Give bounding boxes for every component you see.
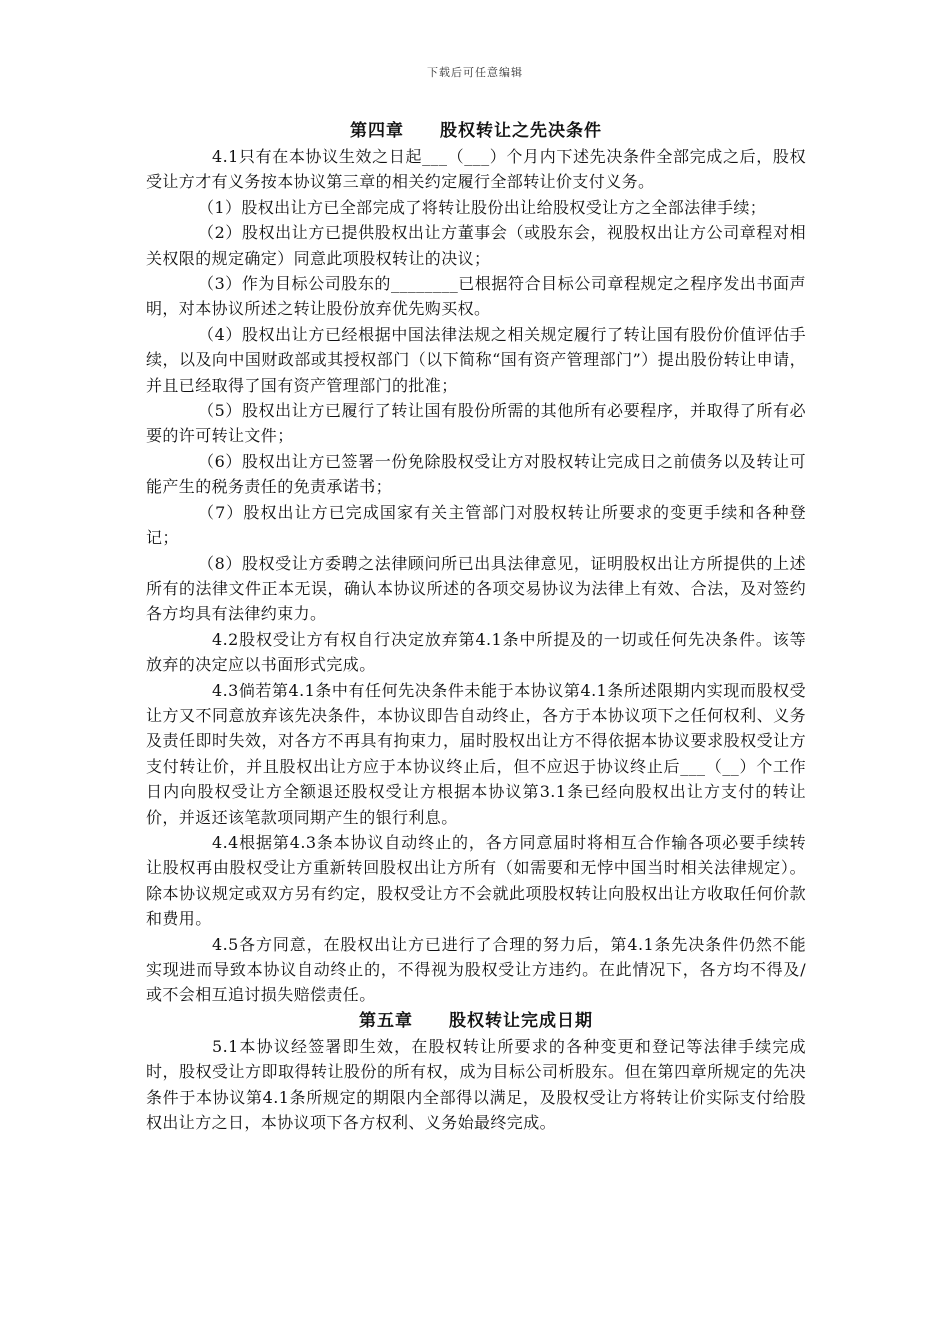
chapter-5-heading xyxy=(146,1008,806,1034)
condition-5: （5）股权出让方已履行了转让国有股份所需的其他所有必要程序，并取得了所有必要的许可转让文件； xyxy=(146,401,806,446)
header-note: 下载后可任意编辑 xyxy=(427,66,523,79)
clause-4-4: 4.4根据第4.3条本协议自动终止的，各方同意届时将相互合作输各项必要手续转让股权再由股权受让方重新转回股权出让方所有（如需要和无悖中国当时相关法律规定）。除本协议规定或双方另有约定，股权受让方不会就此项股权转让向股权出让方收取任何价款和费用。 xyxy=(146,832,806,929)
clause-4-5: 4.5各方同意，在股权出让方已进行了合理的努力后，第4.1条先决条件仍然不能实现进而导致本协议自动终止的，不得视为股权受让方违约。在此情况下，各方均不得及/或不会相互追讨损失赔偿责任。 xyxy=(146,934,806,1005)
chapter-5-number: 第五章 xyxy=(359,1010,413,1031)
chapter-4-title: 股权转让之先决条件 xyxy=(440,121,602,141)
condition-4: （4）股权出让方已经根据中国法律法规之相关规定履行了转让国有股份价值评估手续，以及向中国财政部或其授权部门（以下简称“国有资产管理部门”）提出股份转让申请，并且已经取得了国有资产管理部门的批准； xyxy=(146,324,806,395)
chapter-4-heading xyxy=(146,118,806,144)
clause-4-1: 4.1只有在本协议生效之日起___（___）个月内下述先决条件全部完成之后，股权受让方才有义务按本协议第三章的相关约定履行全部转让价支付义务。 xyxy=(146,147,806,192)
condition-7: （7）股权出让方已完成国家有关主管部门对股权转让所要求的变更手续和各种登记； xyxy=(146,502,806,548)
chapter-4-number: 第四章 xyxy=(350,121,404,141)
document-body xyxy=(146,118,806,1135)
clause-4-3: 4.3倘若第4.1条中有任何先决条件未能于本协议第4.1条所述限期内实现而股权受让方又不同意放弃该先决条件，本协议即告自动终止，各方于本协议项下之任何权利、义务及责任即时失效，对各方不再具有拘束力，届时股权出让方不得依据本协议要求股权受让方支付转让价，并且股权出让方应于本协议终止后，但不应迟于协议终止后___（__）个工作日内向股权受让方全额退还股权受让方根据本协议第3.1条已经向股权出让方支付的转让价，并返还该笔款项同期产生的银行利息。 xyxy=(146,680,806,827)
condition-3: （3）作为目标公司股东的________已根据符合目标公司章程规定之程序发出书面声明，对本协议所述之转让股份放弃优先购买权。 xyxy=(146,274,806,319)
chapter-5-title: 股权转让完成日期 xyxy=(449,1010,593,1031)
clause-5-1: 5.1本协议经签署即生效，在股权转让所要求的各种变更和登记等法律手续完成时，股权受让方即取得转让股份的所有权，成为目标公司析股东。但在第四章所规定的先决条件于本协议第4.1条所规定的期限内全部得以满足，及股权受让方将转让价实际支付给股权出让方之日，本协议项下各方权利、义务始最终完成。 xyxy=(146,1036,806,1133)
condition-8: （8）股权受让方委聘之法律顾问所已出具法律意见，证明股权出让方所提供的上述所有的法律文件正本无误，确认本协议所述的各项交易协议为法律上有效、合法，及对签约各方均具有法律约束力。 xyxy=(146,553,806,624)
condition-6: （6）股权出让方已签署一份免除股权受让方对股权转让完成日之前债务以及转让可能产生的税务责任的免责承诺书； xyxy=(146,451,806,497)
condition-2: （2）股权出让方已提供股权出让方董事会（或股东会，视股权出让方公司章程对相关权限的规定确定）同意此项股权转让的决议； xyxy=(146,223,806,268)
clause-4-2: 4.2股权受让方有权自行决定放弃第4.1条中所提及的一切或任何先决条件。该等放弃的决定应以书面形式完成。 xyxy=(146,629,806,675)
condition-1: （1）股权出让方已全部完成了将转让股份出让给股权受让方之全部法律手续； xyxy=(198,197,767,217)
